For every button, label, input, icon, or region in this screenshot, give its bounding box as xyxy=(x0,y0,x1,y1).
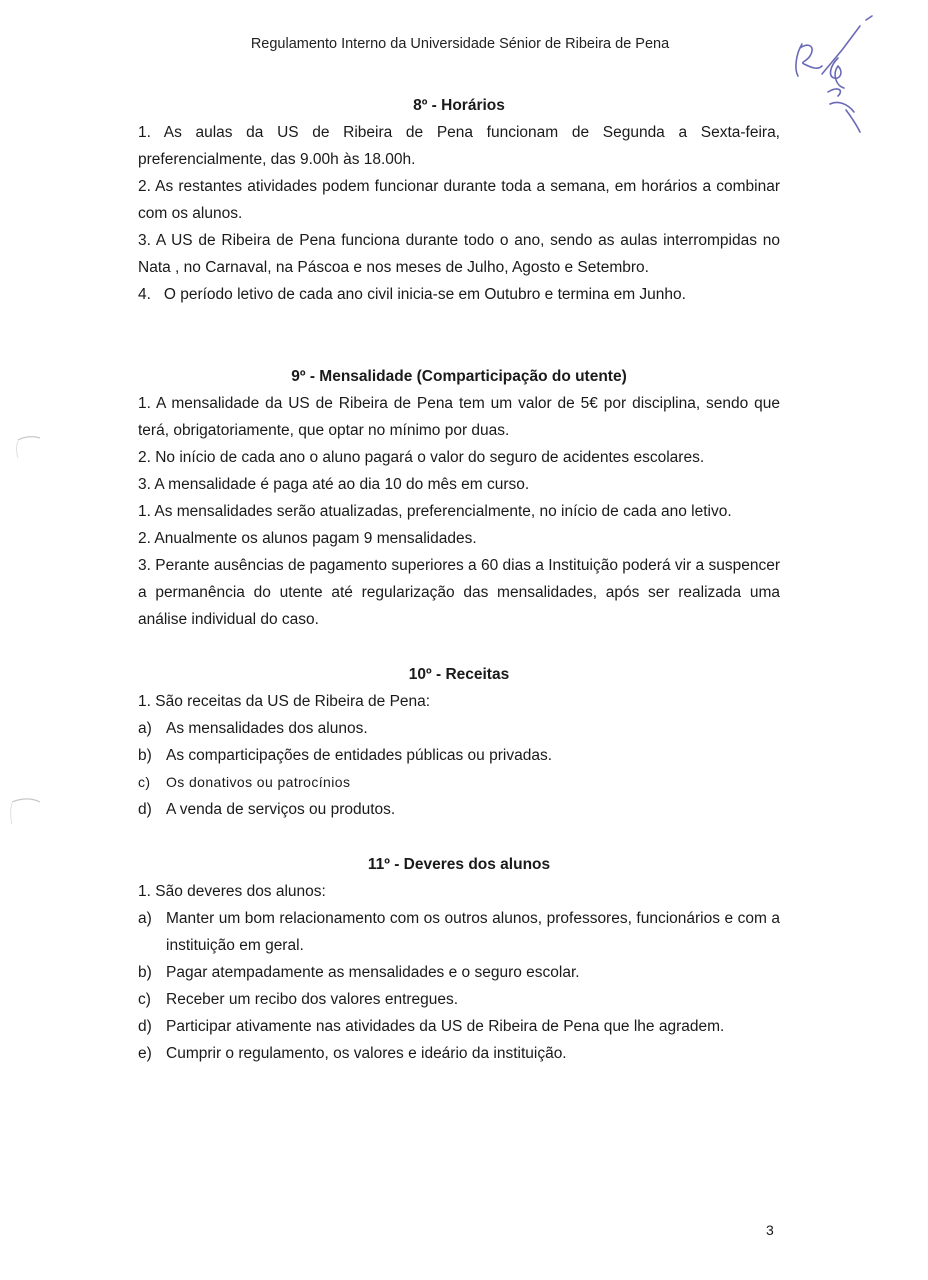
list-item-label: c) xyxy=(138,991,151,1008)
paragraph: 1. As mensalidades serão atualizadas, preferencialmente, no início de cada ano letivo. xyxy=(138,503,732,520)
paragraph: 2. Anualmente os alunos pagam 9 mensalidades. xyxy=(138,530,477,547)
list-item-label: a) xyxy=(138,910,152,927)
paragraph: 1. As aulas da US de Ribeira de Pena funcionam de Segunda a Sexta-feira, preferencialmente, das 9.00h às 18.00h. xyxy=(138,124,780,168)
paragraph: 4. O período letivo de cada ano civil inicia-se em Outubro e termina em Junho. xyxy=(138,286,686,303)
list-item-text: A venda de serviços ou produtos. xyxy=(166,801,396,818)
list-item-text: Manter um bom relacionamento com os outros alunos, professores, funcionários e com a instituição em geral. xyxy=(166,910,780,954)
page-header: Regulamento Interno da Universidade Sénior de Ribeira de Pena xyxy=(250,36,670,52)
margin-mark xyxy=(14,432,44,462)
section-title-receitas: 10º - Receitas xyxy=(408,666,510,683)
list-item xyxy=(138,959,780,986)
margin-mark xyxy=(8,794,44,830)
paragraph: 2. No início de cada ano o aluno pagará o valor do seguro de acidentes escolares. xyxy=(138,449,705,466)
list-item-text: As mensalidades dos alunos. xyxy=(166,720,368,737)
list-item-text: Cumprir o regulamento, os valores e ideário da instituição. xyxy=(166,1045,567,1062)
paragraph: 2. As restantes atividades podem funcionar durante toda a semana, em horários a combinar com os alunos. xyxy=(138,178,780,222)
list-item-label: d) xyxy=(138,1018,152,1035)
list-item xyxy=(138,986,780,1013)
paragraph: 1. A mensalidade da US de Ribeira de Pena tem um valor de 5€ por disciplina, sendo que terá, obrigatoriamente, que optar no mínimo por duas. xyxy=(138,395,780,439)
list-intro: 1. São deveres dos alunos: xyxy=(138,883,326,900)
list-item-text: Os donativos ou patrocínios xyxy=(166,774,351,790)
list-item-text: Participar ativamente nas atividades da US de Ribeira de Pena que lhe agradem. xyxy=(166,1018,725,1035)
paragraph: 3. A US de Ribeira de Pena funciona durante todo o ano, sendo as aulas interrompidas no Nata , no Carnaval, na Páscoa e nos meses de Julho, Agosto e Setembro. xyxy=(138,232,780,276)
list-item-label: a) xyxy=(138,720,152,737)
handwritten-initials xyxy=(782,14,882,144)
list-item-label: e) xyxy=(138,1045,152,1062)
list-item xyxy=(138,715,780,742)
list-item-label: c) xyxy=(138,774,151,790)
list-item xyxy=(138,1040,780,1067)
list-item-text: Receber um recibo dos valores entregues. xyxy=(166,991,459,1008)
list-item-text: Pagar atempadamente as mensalidades e o seguro escolar. xyxy=(166,964,580,981)
list-item-label: b) xyxy=(138,747,152,764)
section-title-horarios: 8º - Horários xyxy=(413,97,505,114)
list-item xyxy=(138,742,780,769)
page-number: 3 xyxy=(766,1222,774,1238)
document-body xyxy=(138,92,780,1067)
list-item xyxy=(138,905,780,959)
list-item xyxy=(138,796,780,823)
list-item-label: b) xyxy=(138,964,152,981)
list-item xyxy=(138,1013,780,1040)
list-intro: 1. São receitas da US de Ribeira de Pena: xyxy=(138,693,431,710)
paragraph: 3. Perante ausências de pagamento superiores a 60 dias a Instituição poderá vir a suspencer a permanência do utente até regularização das mensalidades, após ser realizada uma análise individual do caso. xyxy=(138,557,780,628)
section-title-mensalidade: 9º - Mensalidade (Comparticipação do utente) xyxy=(291,368,627,385)
list-item-label: d) xyxy=(138,801,152,818)
list-item-text: As comparticipações de entidades públicas ou privadas. xyxy=(166,747,553,764)
section-title-deveres: 11º - Deveres dos alunos xyxy=(367,856,551,873)
list-item xyxy=(138,769,780,796)
paragraph: 3. A mensalidade é paga até ao dia 10 do mês em curso. xyxy=(138,476,530,493)
